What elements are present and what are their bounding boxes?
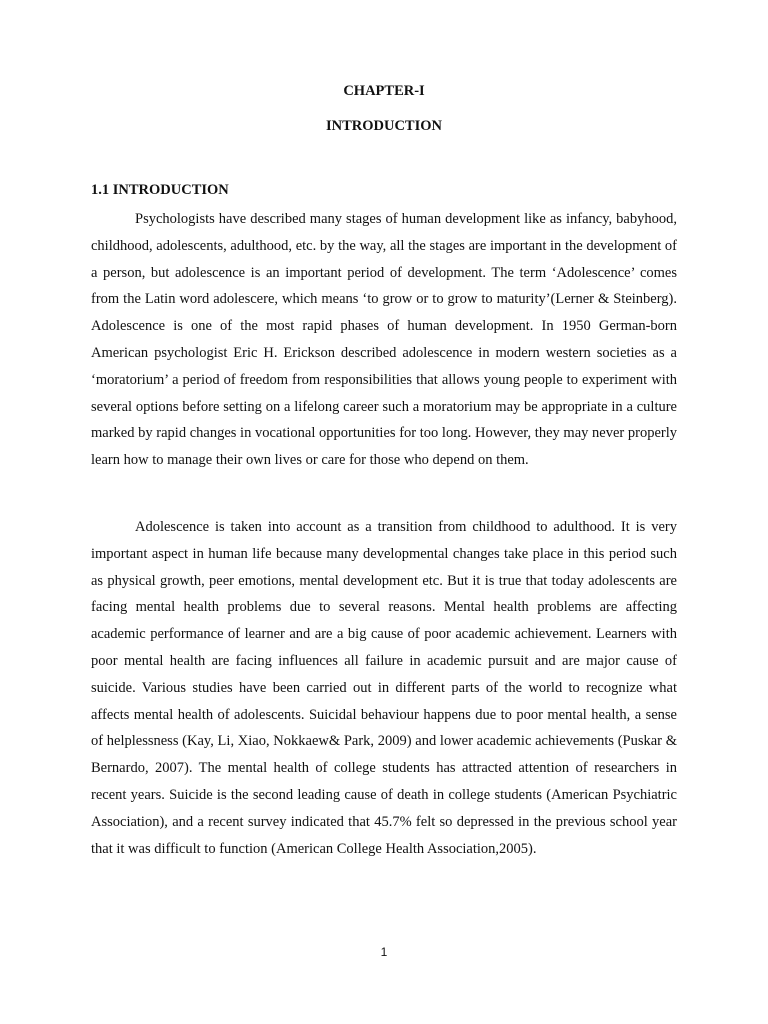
page-number: 1 xyxy=(380,945,388,959)
chapter-title: INTRODUCTION xyxy=(325,118,442,134)
section-heading: 1.1 INTRODUCTION xyxy=(91,182,229,198)
chapter-label: CHAPTER-I xyxy=(343,83,425,99)
body-paragraph: Psychologists have described many stages of human development like as infancy, babyhood, childhood, adolescents, adulthood, etc. by the way, all the stages are important in the development of a person, but adolescence is an important period of development. The term ‘Adolescence’ comes from the Latin word adolescere, which means ‘to grow or to grow to maturity’(Lerner & Steinberg). Adolescence is one of the most rapid phases of human development. In 1950 German-born American psychologist Eric H. Erickson described adolescence in modern western societies as a ‘moratorium’ a period of freedom from responsibilities that allows young people to experiment with several options before setting on a lifelong career such a moratorium may be appropriate in a culture marked by rapid changes in vocational opportunities for too long. However, they may never properly learn how to manage their own lives or care for those who depend on them. xyxy=(91,211,677,469)
body-paragraph: Adolescence is taken into account as a transition from childhood to adulthood. It is very important aspect in human life because many developmental changes take place in this period such as physical growth, peer emotions, mental development etc. But it is true that today adolescents are facing mental health problems due to several reasons. Mental health problems are affecting academic performance of learner and are a big cause of poor academic achievement. Learners with poor mental health are facing influences all failure in academic pursuit and are major cause of suicide. Various studies have been carried out in different parts of the world to recognize what affects mental health of adolescents. Suicidal behaviour happens due to poor mental health, a sense of helplessness (Kay, Li, Xiao, Nokkaew& Park, 2009) and lower academic achievements (Puskar & Bernardo, 2007). The mental health of college students has attracted attention of researchers in recent years. Suicide is the second leading cause of death in college students (American Psychiatric Association), and a recent survey indicated that 45.7% felt so depressed in the previous school year that it was difficult to function (American College Health Association,2005). xyxy=(91,519,677,857)
